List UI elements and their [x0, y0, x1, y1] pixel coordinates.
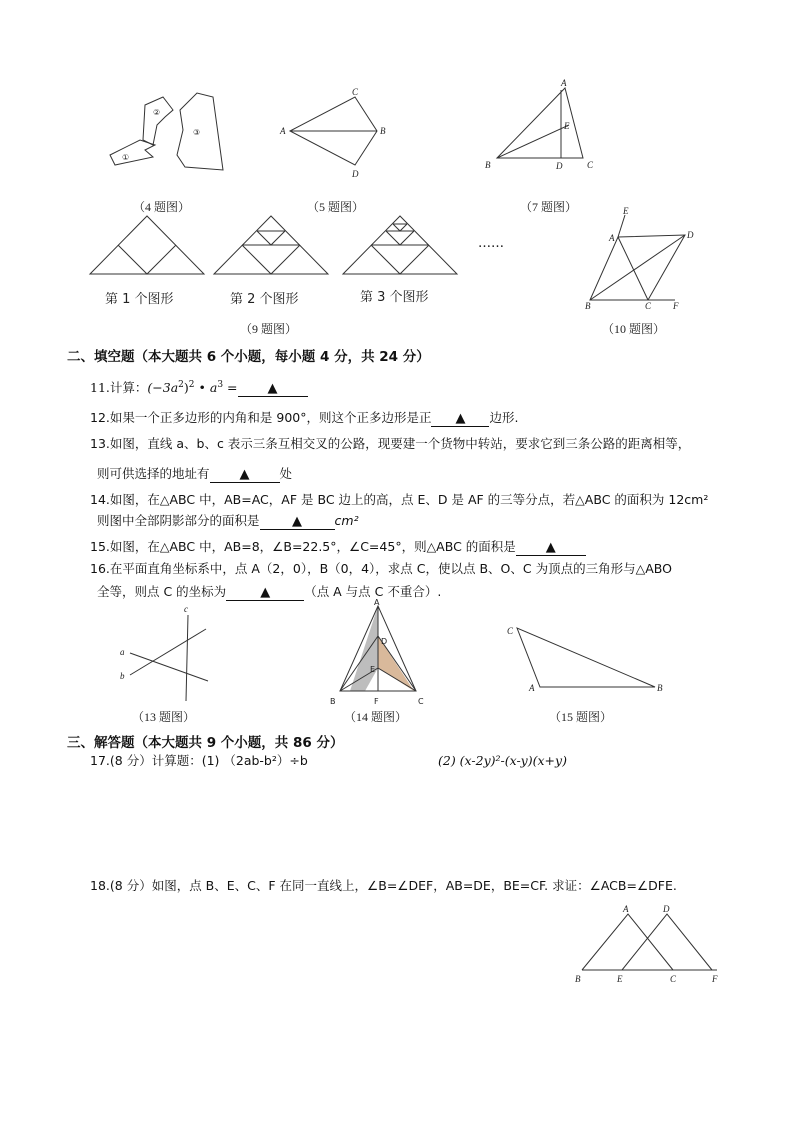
- fig9-item-2: 第 2 个图形: [230, 292, 299, 307]
- caption-fig5: （5 题图）: [307, 200, 365, 214]
- svg-text:C: C: [670, 974, 677, 984]
- svg-text:B: B: [575, 974, 581, 984]
- fig9-item-3: 第 3 个图形: [360, 290, 429, 305]
- svg-text:D: D: [352, 169, 359, 179]
- answer-blank-14[interactable]: ▲: [260, 515, 335, 530]
- svg-text:A: A: [609, 233, 615, 243]
- figure-9-shape-1: [88, 214, 208, 276]
- svg-text:A: A: [529, 683, 535, 693]
- question-16-line2: 全等，则点 C 的坐标为 ▲ （点 A 与点 C 不重合）.: [97, 584, 442, 600]
- answer-blank-11[interactable]: ▲: [238, 382, 308, 397]
- svg-text:C: C: [587, 160, 594, 170]
- svg-text:F: F: [712, 974, 718, 984]
- question-18: 18.(8 分）如图，点 B、E、C、F 在同一直线上，∠B=∠DEF，AB=DE，BE=CF. 求证：∠ACB=∠DFE.: [90, 878, 677, 893]
- piece-2: [143, 97, 173, 145]
- svg-text:E: E: [623, 206, 629, 216]
- svg-text:A: A: [374, 598, 380, 607]
- figure-4: [105, 85, 230, 180]
- svg-text:F: F: [673, 301, 679, 311]
- figure-9-shape-2: [212, 214, 332, 276]
- svg-text:D: D: [381, 637, 388, 646]
- svg-text:E: E: [370, 665, 376, 674]
- svg-text:B: B: [485, 160, 491, 170]
- svg-text:E: E: [617, 974, 623, 984]
- figure-13: [118, 603, 218, 703]
- question-14: 14.如图，在△ABC 中，AB=AC，AF 是 BC 边上的高，点 E、D 是 AF 的三等分点，若△ABC 的面积为 12cm²: [90, 492, 709, 507]
- answer-blank-15[interactable]: ▲: [516, 541, 586, 556]
- question-15: 15.如图，在△ABC 中，AB=8，∠B=22.5°，∠C=45°，则△ABC 的面积是 ▲: [90, 539, 586, 556]
- svg-text:A: A: [623, 904, 629, 914]
- answer-blank-16[interactable]: ▲: [226, 586, 304, 601]
- caption-fig13: （13 题图）: [132, 710, 196, 724]
- section-2-title: 二、填空题（本大题共 6 个小题，每小题 4 分，共 24 分）: [67, 349, 430, 365]
- caption-fig9: （9 题图）: [240, 322, 298, 336]
- question-17-part2: (2) (x-2y)²-(x-y)(x+y): [438, 753, 567, 768]
- caption-fig15: （15 题图）: [549, 710, 613, 724]
- answer-blank-13[interactable]: ▲: [210, 468, 280, 483]
- svg-text:b: b: [120, 671, 125, 681]
- fig9-item-1: 第 1 个图形: [105, 292, 174, 307]
- question-12: 12.如果一个正多边形的内角和是 900°，则这个正多边形是正 ▲ 边形.: [90, 410, 519, 426]
- svg-text:C: C: [352, 87, 359, 97]
- svg-text:a: a: [120, 647, 125, 657]
- svg-text:D: D: [687, 230, 694, 240]
- svg-text:A: A: [280, 126, 286, 136]
- caption-fig10: （10 题图）: [602, 322, 666, 336]
- svg-text:D: D: [663, 904, 670, 914]
- shade-gray: [350, 606, 378, 691]
- svg-text:E: E: [564, 121, 570, 131]
- figure-9-shape-3: [341, 214, 461, 276]
- figure-10: [585, 205, 700, 310]
- svg-text:B: B: [330, 697, 336, 706]
- figure-9-ellipsis: ……: [478, 236, 504, 251]
- question-13-line2: 则可供选择的地址有 ▲ 处: [97, 466, 293, 482]
- svg-text:B: B: [380, 126, 386, 136]
- question-11: 11.计算：$(-3a^2)^2$ • $a^3$ = ▲: [90, 377, 308, 397]
- question-17: 17.(8 分）计算题：(1) （2ab-b²）÷b: [90, 753, 308, 768]
- figure-5: [280, 85, 390, 180]
- svg-text:A: A: [561, 78, 567, 88]
- figure-7: [485, 80, 595, 175]
- piece-1: [110, 140, 155, 165]
- svg-text:C: C: [418, 697, 424, 706]
- svg-text:C: C: [507, 626, 514, 636]
- caption-fig14: （14 题图）: [344, 710, 408, 724]
- figure-18: [572, 902, 732, 987]
- svg-text:c: c: [184, 604, 188, 614]
- caption-fig4: （4 题图）: [133, 200, 191, 214]
- question-16: 16.在平面直角坐标系中，点 A（2，0），B（0，4），求点 C，使以点 B、O、C 为顶点的三角形与△ABO: [90, 561, 672, 576]
- figure-15: [505, 620, 675, 700]
- svg-text:D: D: [556, 161, 563, 171]
- label-2: ②: [153, 108, 161, 117]
- svg-text:F: F: [374, 697, 379, 706]
- caption-fig7: （7 题图）: [520, 200, 578, 214]
- label-3: ③: [193, 128, 201, 137]
- label-1: ①: [122, 153, 130, 162]
- section-3-title: 三、解答题（本大题共 9 个小题，共 86 分）: [67, 735, 344, 751]
- svg-text:B: B: [657, 683, 663, 693]
- figure-14: [328, 598, 428, 710]
- question-13: 13.如图，直线 a、b、c 表示三条互相交叉的公路，现要建一个货物中转站，要求它到三条公路的距离相等，: [90, 436, 691, 451]
- svg-text:B: B: [585, 301, 591, 311]
- answer-blank-12[interactable]: ▲: [431, 412, 489, 427]
- question-14-line2: 则图中全部阴影部分的面积是 ▲ cm²: [97, 513, 359, 529]
- svg-text:C: C: [645, 301, 652, 311]
